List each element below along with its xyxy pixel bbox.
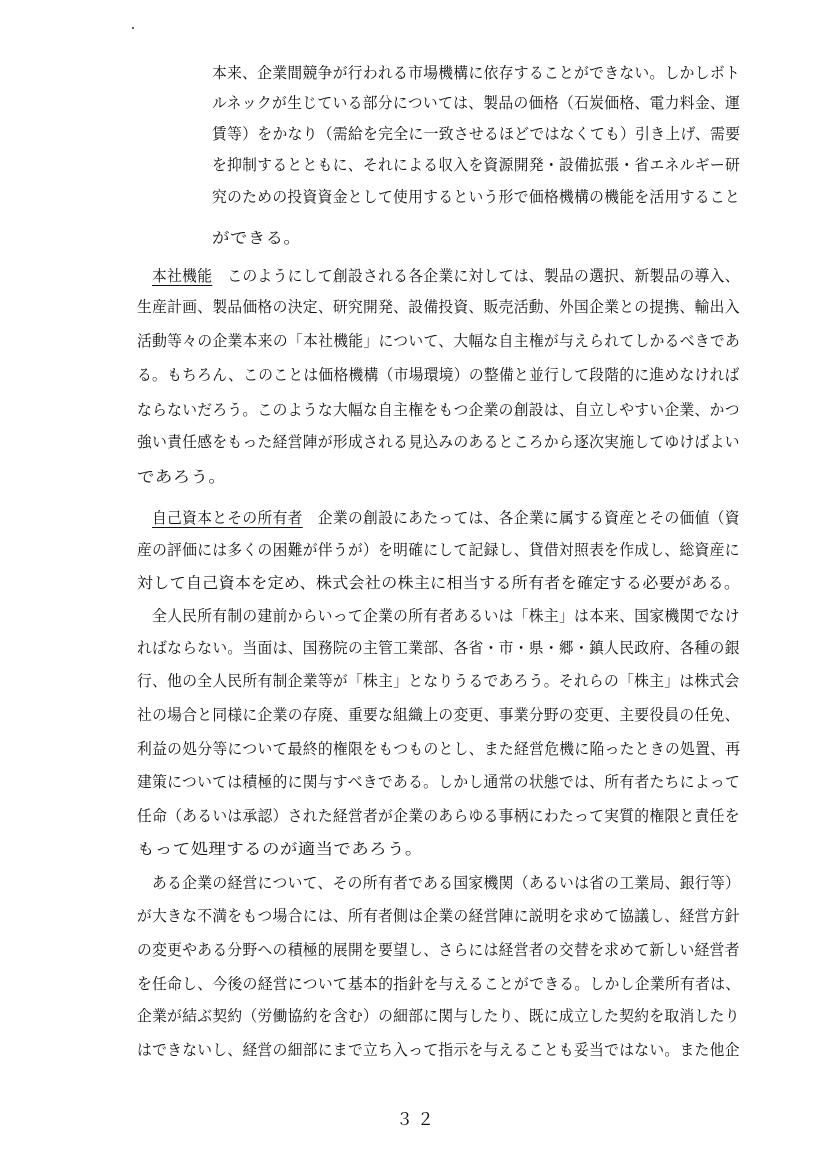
text-line	[212, 187, 740, 207]
line-text: 活動等々の企業本来の「本社機能」について、大幅な自主権が与えられてしかるべきであ	[137, 332, 741, 350]
text-line	[137, 573, 740, 593]
line-text: る。もちろん、このことは価格機構（市場環境）の整備と並行して段階的に進めなければ	[137, 366, 740, 384]
text-line	[137, 1006, 740, 1026]
text-line	[137, 365, 740, 385]
line-text: 行、他の全人民所有制企業等が「株主」となりうるであろう。それらの「株主」は株式会	[137, 672, 740, 690]
text-line	[137, 739, 740, 759]
text-line	[212, 93, 740, 113]
text-line	[137, 940, 740, 960]
line-text: 本来、企業間競争が行われる市場機構に依存することができない。しかしボト	[212, 64, 741, 82]
text-line	[212, 124, 740, 144]
page-number: ３２	[396, 1110, 438, 1130]
line-text: 任命（あるいは承認）された経営者が企業のあらゆる事柄にわたって実質的権限と責任を	[137, 807, 740, 825]
section-heading-jiko-shihon: 自己資本とその所有者	[152, 509, 303, 527]
text-line	[152, 606, 740, 626]
line-text: ならないだろう。このような大幅な自主権をもつ企業の創設は、自立しやすい企業、かつ	[137, 401, 740, 419]
text-line	[137, 400, 740, 420]
line-text: 利益の処分等について最終的権限をもつものとし、また経営危機に陥ったときの処置、再	[137, 740, 741, 758]
line-text: ができる。	[212, 229, 302, 247]
line-text: ある企業の経営について、その所有者である国家機関（あるいは省の工業局、銀行等）	[152, 874, 741, 892]
text-line	[137, 839, 423, 859]
text-line	[137, 638, 740, 658]
line-text: ルネックが生じている部分については、製品の価格（石炭価格、電力料金、運	[212, 94, 741, 112]
text-line	[212, 63, 740, 83]
line-text: の変更やある分野への積極的展開を要望し、さらには経営者の交替を求めて新しい経営者	[137, 941, 740, 959]
text-line	[137, 1040, 740, 1060]
text-line	[137, 705, 740, 725]
text-line	[137, 906, 740, 926]
line-text: 産の評価には多くの困難が伴うが）を明確にして記録し、貸借対照表を作成し、総資産に	[137, 541, 740, 559]
line-text: このようにして創設される各企業に対しては、製品の選択、新製品の導入、	[212, 267, 740, 285]
text-line	[152, 266, 740, 286]
text-line	[137, 297, 740, 317]
text-line	[152, 873, 740, 893]
text-line	[137, 974, 740, 994]
line-text: 強い責任感をもった経営陣が形成される見込みのあるところから逐次実施してゆけばよい	[137, 433, 740, 451]
text-line	[152, 508, 740, 528]
section-heading-honsha-kinou: 本社機能	[152, 267, 213, 285]
line-text: を抑制するとともに、それによる収入を資源開発・設備拡張・省エネルギー研	[212, 156, 741, 174]
text-line	[212, 155, 740, 175]
text-line	[137, 540, 740, 560]
line-text: を任命し、今後の経営について基本的指針を与えることができる。しかし企業所有者は、	[137, 975, 741, 993]
text-line	[137, 772, 740, 792]
text-line	[212, 228, 301, 248]
line-text: 企業が結ぶ契約（労働協約を含む）の細部に関与したり、既に成立した契約を取消したり	[137, 1007, 740, 1025]
line-text: であろう。	[137, 468, 227, 486]
text-line	[137, 432, 740, 452]
line-text: もって処理するのが適当であろう。	[137, 840, 423, 858]
line-text: 対して自己資本を定め、株式会社の株主に相当する所有者を確定する必要がある。	[137, 574, 741, 592]
line-text: ればならない。当面は、国務院の主管工業部、各省・市・県・郷・鎮人民政府、各種の銀	[137, 639, 740, 657]
line-text: が大きな不満をもつ場合には、所有者側は企業の経営陣に説明を求めて協議し、経営方針	[137, 907, 740, 925]
line-text: 社の場合と同様に企業の存廃、重要な組織上の変更、事業分野の変更、主要役員の任免、	[137, 706, 740, 724]
text-line	[137, 331, 740, 351]
line-text: 賃等）をかなり（需給を完全に一致させるほどではなくても）引き上げ、需要	[212, 125, 741, 143]
text-line	[137, 806, 740, 826]
line-text: 全人民所有制の建前からいって企業の所有者あるいは「株主」は本来、国家機関でなけ	[152, 607, 740, 625]
line-text: 究のための投資資金として使用するという形で価格機構の機能を活用すること	[212, 188, 741, 206]
line-text: 企業の創設にあたっては、各企業に属する資産とその価値（資	[302, 509, 740, 527]
line-text: 建策については積極的に関与すべきである。しかし通常の状態では、所有者たちによって	[137, 773, 741, 791]
text-line	[137, 467, 226, 487]
line-text: 生産計画、製品価格の決定、研究開発、設備投資、販売活動、外国企業との提携、輸出入	[137, 298, 740, 316]
scan-speck	[132, 27, 134, 29]
line-text: はできないし、経営の細部にまで立ち入って指示を与えることも妥当ではない。また他企	[137, 1041, 740, 1059]
text-line	[137, 671, 740, 691]
